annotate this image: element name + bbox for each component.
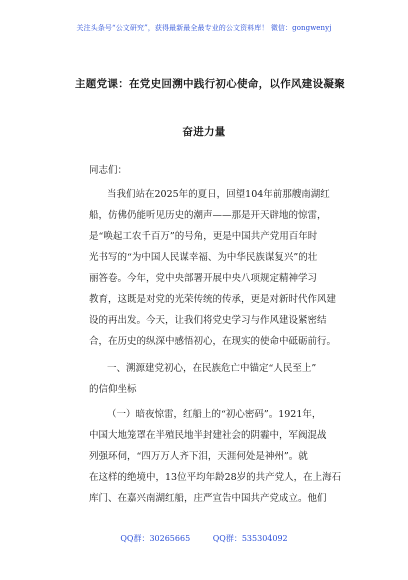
- section-heading-1: [89, 358, 353, 400]
- document-title-line1: 主题党课：在党史回溯中践行初心使命，以作风建设凝聚: [75, 78, 345, 90]
- text-line: 当我们站在2025年的夏日，回望104年前那艘南湖红: [107, 189, 330, 200]
- text-line: 合，在历史的纵深中感悟初心，在现实的使命中砥砺前行。: [89, 336, 337, 347]
- text-line: 丽答卷。今年，党中央部署开展中央八项规定精神学习: [89, 273, 318, 284]
- text-line: 一、溯源建党初心，在民族危亡中锚定“人民至上”: [107, 363, 317, 374]
- paragraph-subsection-1: [89, 404, 353, 509]
- footer-qq-group-1: QQ群：30265665: [120, 534, 191, 543]
- text-line: 库门、在嘉兴南湖红船，庄严宣告中国共产党成立。他们: [89, 493, 327, 504]
- text-line: 中国大地笼罩在半殖民地半封建社会的阴霾中，军阀混战: [89, 430, 327, 441]
- text-line: 在这样的绝境中，13位平均年龄28岁的共产党人，在上海石: [89, 472, 342, 483]
- document-title-line2: 奋进力量: [182, 126, 226, 138]
- text-line: 的信仰坐标: [89, 384, 137, 395]
- text-line: 设的再出发。今天，让我们将党史学习与作风建设紧密结: [89, 315, 327, 326]
- text-line: 船，仿佛仍能听见历史的潮声——那是开天辟地的惊雷，: [89, 210, 327, 221]
- footer-qq-group-2: QQ群：535304092: [212, 534, 288, 543]
- paragraph-intro: [89, 184, 353, 352]
- text-line: 教育，这既是对党的光荣传统的传承，更是对新时代作风建: [89, 294, 337, 305]
- text-line: 列强环伺，“四万万人齐下泪，天涯何处是神州”。就: [89, 451, 308, 462]
- text-line: （一）暗夜惊雷，红船上的“初心密码”。1921年，: [107, 409, 322, 420]
- text-line: 光书写的“为中国人民谋幸福、为中华民族谋复兴”的壮: [89, 252, 318, 263]
- text-line: 是“唤起工农千百万”的号角，更是中国共产党用百年时: [89, 231, 318, 242]
- salutation: 同志们：: [89, 165, 128, 176]
- footer-contact: [0, 533, 408, 544]
- header-promo-note: 关注头条号“公文研究”，获得最新最全最专业的公文资料库！ 微信：gongwenyj: [76, 24, 332, 32]
